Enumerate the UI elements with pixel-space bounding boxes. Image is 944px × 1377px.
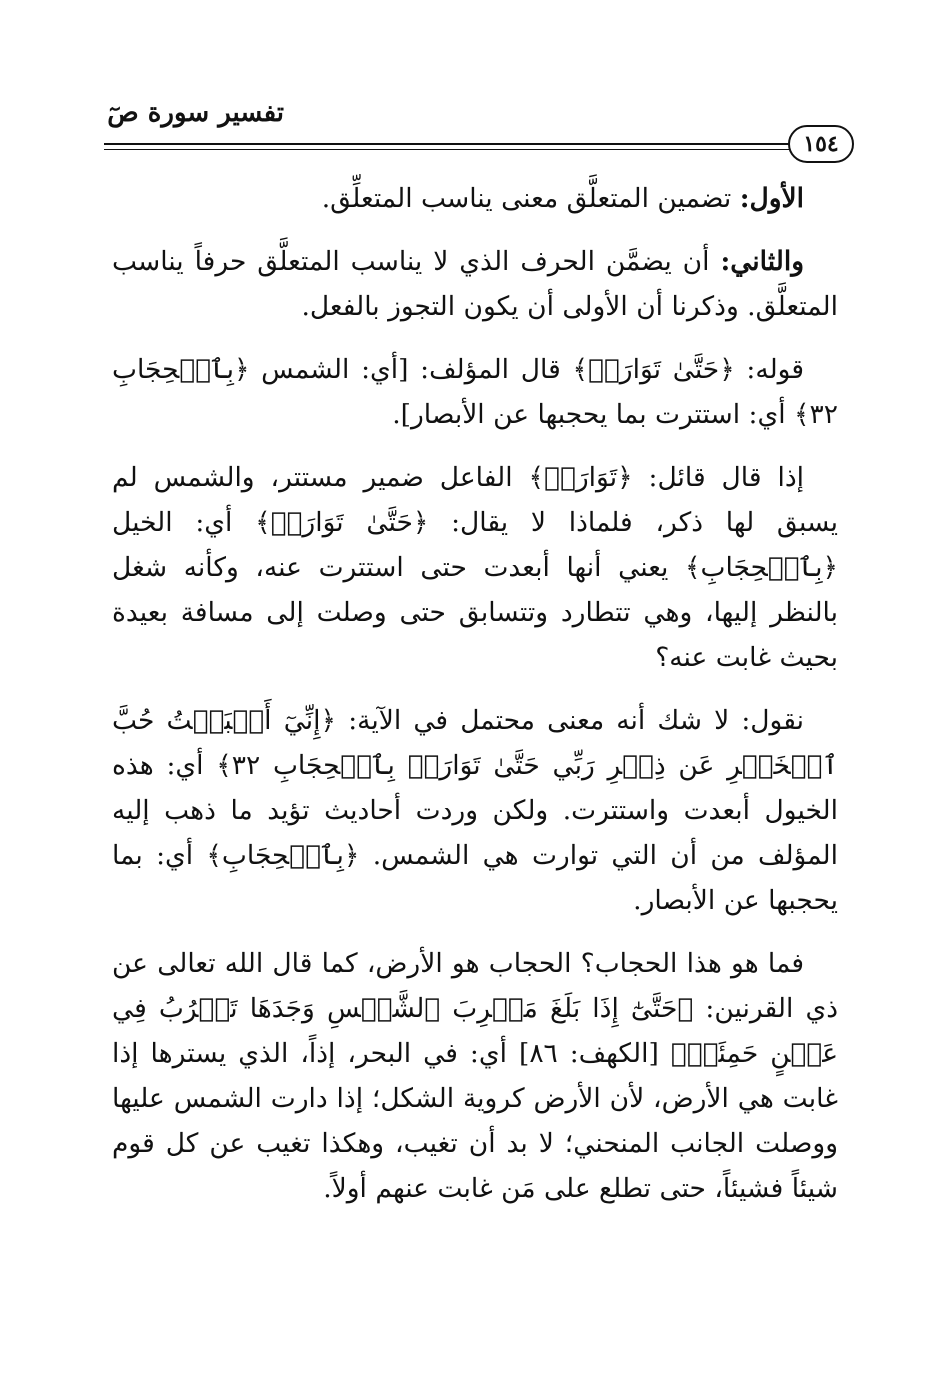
paragraph-1 <box>112 176 838 221</box>
paragraph-5 <box>112 698 838 923</box>
paragraph-text: أن يضمَّن الحرف الذي لا يناسب المتعلَّق حرفاً يناسب المتعلَّق. وذكرنا أن الأولى أن يكون التجوز بالفعل. <box>112 246 838 322</box>
paragraph-3 <box>112 347 838 437</box>
paragraph-text: فما هو هذا الحجاب؟ الحجاب هو الأرض، كما قال الله تعالى عن ذي القرنين: ﴿حَتَّىٰٓ إِذَا بَلَغَ مَغۡرِبَ ٱلشَّمۡسِ وَجَدَهَا تَغۡرُبُ فِي عَيۡنٍ حَمِئَةٖ﴾ [الكهف: ٨٦] أي: في البحر، إذاً، الذي يسترها إذا غابت هي الأرض، لأن الأرض كروية الشكل؛ إذا دارت الشمس عليها ووصلت الجانب المنحني؛ لا بد أن تغيب، وهكذا تغيب عن كل قوم شيئاً فشيئاً، حتى تطلع على مَن غابت عنهم أولاً. <box>112 948 838 1204</box>
header-rule-thin <box>104 149 794 150</box>
paragraph-text: إذا قال قائل: ﴿تَوَارَتۡ﴾ الفاعل ضمير مستتر، والشمس لم يسبق لها ذكر، فلماذا لا يقال: ﴿حَتَّىٰ تَوَارَتۡ﴾ أي: الخيل ﴿بِٱلۡحِجَابِ﴾ يعني أنها أبعدت حتى استترت عنه، وكأنه شغل بالنظر إليها، وهي تتطارد وتتسابق حتى وصلت إلى مسافة بعيدة بحيث غابت عنه؟ <box>112 462 838 673</box>
paragraph-text: قوله: ﴿حَتَّىٰ تَوَارَتۡ﴾ قال المؤلف: [أي: الشمس ﴿بِٱلۡحِجَابِ ٣٢﴾ أي: استترت بما يحجبها عن الأبصار]. <box>112 354 838 430</box>
paragraph-text: نقول: لا شك أنه معنى محتمل في الآية: ﴿إِنِّيٓ أَحۡبَبۡتُ حُبَّ ٱلۡخَيۡرِ عَن ذِكۡرِ رَبِّي حَتَّىٰ تَوَارَتۡ بِٱلۡحِجَابِ ٣٢﴾ أي: هذه الخيول أبعدت واستترت. ولكن وردت أحاديث تؤيد ما ذهب إليه المؤلف من أن التي توارت هي الشمس. ﴿بِٱلۡحِجَابِ﴾ أي: بما يحجبها عن الأبصار. <box>112 705 838 916</box>
body-text <box>112 176 838 1229</box>
paragraph-lead: الأول: <box>739 183 804 214</box>
paragraph-2 <box>112 239 838 329</box>
header-rule-thick <box>104 143 794 145</box>
paragraph-6 <box>112 941 838 1211</box>
paragraph-4 <box>112 455 838 680</box>
paragraph-lead: والثاني: <box>720 246 804 277</box>
paragraph-text: تضمين المتعلَّق معنى يناسب المتعلِّق. <box>321 183 740 214</box>
running-header-title: تفسير سورة صٓ <box>107 98 284 128</box>
page-number-badge: ١٥٤ <box>788 125 854 163</box>
